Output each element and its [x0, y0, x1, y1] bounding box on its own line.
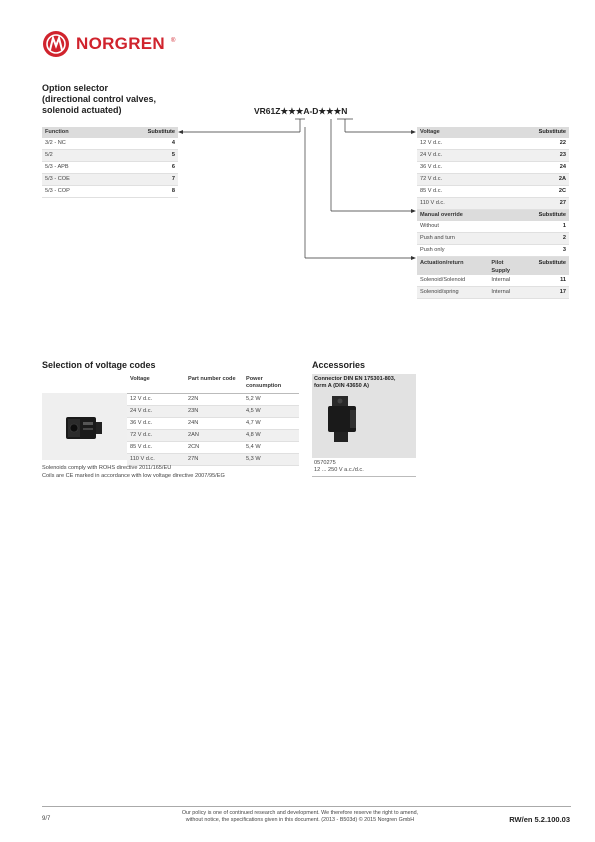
- cell: 2C: [558, 188, 566, 194]
- note-line: Solenoids comply with ROHS directive 2011/165/EU: [42, 465, 172, 471]
- cell: 5,2 W: [246, 396, 261, 402]
- cell: 11: [560, 277, 566, 283]
- table-row: [417, 245, 569, 257]
- part-number: 0570275: [314, 460, 336, 466]
- cell: 3/2 - NC: [45, 140, 66, 146]
- table-row: [127, 394, 299, 406]
- connector-accessory: [312, 374, 416, 477]
- voltage-codes-header-row: [127, 375, 299, 394]
- cell: 5,4 W: [246, 444, 261, 450]
- cell: 36 V d.c.: [420, 164, 443, 170]
- cell: 4,5 W: [246, 408, 261, 414]
- voltage-header: Voltage: [130, 376, 150, 382]
- document-reference: RW/en 5.2.100.03: [509, 815, 570, 824]
- table-row: [417, 150, 569, 162]
- footer-divider: [42, 806, 571, 807]
- cell: 72 V d.c.: [420, 176, 443, 182]
- cell: Solenoid/Solenoid: [420, 277, 466, 283]
- table-row: [42, 162, 178, 174]
- cell: 23N: [188, 408, 199, 414]
- options-table: [417, 127, 569, 299]
- cell: 23: [559, 152, 566, 158]
- cell: 2A: [558, 176, 566, 182]
- cell: 24 V d.c.: [420, 152, 443, 158]
- cell: 12 V d.c.: [130, 396, 153, 402]
- pilot-supply-header: Pilot Supply: [491, 260, 511, 274]
- cell: Push and turn: [420, 235, 455, 241]
- cell: Push only: [420, 247, 445, 253]
- voltage-header-row: [417, 127, 569, 138]
- connector-title: [312, 374, 416, 390]
- cell: 24 V d.c.: [130, 408, 153, 414]
- cell: 27N: [188, 456, 199, 462]
- title-line: solenoid actuated): [42, 105, 122, 115]
- cell: 2CN: [188, 444, 200, 450]
- actuation-header: Actuation/return: [420, 260, 464, 266]
- table-row: [417, 221, 569, 233]
- voltage-codes-table: [127, 375, 299, 466]
- table-row: [127, 418, 299, 430]
- title-line: Option selector: [42, 83, 109, 93]
- override-header-row: [417, 210, 569, 222]
- table-row: [42, 138, 178, 150]
- cell: Without: [420, 223, 439, 229]
- voltage-notes: [42, 464, 225, 480]
- registered-mark: ®: [171, 38, 176, 44]
- voltage-codes-title: Selection of voltage codes: [42, 360, 156, 370]
- substitute-header: Substitute: [538, 260, 566, 266]
- function-table: [42, 127, 178, 198]
- table-row: [127, 406, 299, 418]
- substitute-header: Substitute: [538, 129, 566, 135]
- cell: 27: [559, 200, 566, 206]
- function-header: Function: [45, 129, 69, 135]
- cell: 1: [562, 223, 566, 229]
- disclaimer-line: Our policy is one of continued research and development. We therefore reserve the right to amend,: [181, 810, 419, 816]
- table-row: [42, 186, 178, 198]
- disclaimer-line: without notice, the specifications given in this document. (2013 - B503d) © 2015 Norgren GmbH: [185, 817, 415, 823]
- table-row: [417, 186, 569, 198]
- table-row: [417, 233, 569, 245]
- part-number-code-header: Part number code: [188, 376, 236, 382]
- solenoid-coil-image: [42, 393, 127, 460]
- cell: 4: [171, 140, 175, 146]
- table-row: [127, 442, 299, 454]
- cell: 2: [562, 235, 566, 241]
- cell: 110 V d.c.: [420, 200, 445, 206]
- table-row: [42, 150, 178, 162]
- cell: 24N: [188, 420, 199, 426]
- disclaimer: [150, 810, 450, 824]
- actuation-header-row: [417, 257, 569, 276]
- power-consumption-header: Power consumption: [246, 376, 282, 389]
- cell: 6: [171, 164, 175, 170]
- cell: Internal: [491, 289, 511, 295]
- table-row: [417, 287, 569, 299]
- note-line: Coils are CE marked in accordance with low voltage directive 2007/95/EG: [42, 473, 225, 479]
- cell: 2AN: [188, 432, 199, 438]
- brand-name: NORGREN: [76, 34, 165, 53]
- product-code: VR61Z★★★A-D★★★N: [254, 106, 348, 116]
- cell: 4,7 W: [246, 420, 261, 426]
- cell: 7: [171, 176, 175, 182]
- cell: 22N: [188, 396, 199, 402]
- cell: 36 V d.c.: [130, 420, 153, 426]
- cell: Internal: [491, 277, 511, 283]
- cell: 8: [171, 188, 175, 194]
- cell: 5,3 W: [246, 456, 261, 462]
- cell: 5: [171, 152, 175, 158]
- cell: Solenoid/spring: [420, 289, 459, 295]
- table-row: [417, 198, 569, 210]
- cell: 110 V d.c.: [130, 456, 155, 462]
- cell: 85 V d.c.: [420, 188, 443, 194]
- cell: 17: [559, 289, 566, 295]
- table-row: [417, 162, 569, 174]
- accessories-title: Accessories: [312, 360, 366, 370]
- table-row: [417, 174, 569, 186]
- connector-icon: [326, 394, 362, 446]
- substitute-header: Substitute: [538, 212, 566, 218]
- cell: 4,8 W: [246, 432, 261, 438]
- cell: 85 V d.c.: [130, 444, 153, 450]
- title-line: (directional control valves,: [42, 94, 157, 104]
- voltage-header: Voltage: [420, 129, 440, 135]
- cell: 22: [559, 140, 566, 146]
- manual-override-header: Manual override: [420, 212, 463, 218]
- title-line: Connector DIN EN 175301-803,: [314, 376, 396, 382]
- cell: 5/3 - COE: [45, 176, 70, 182]
- table-row: [417, 138, 569, 150]
- cell: 5/3 - COP: [45, 188, 70, 194]
- title-line: form A (DIN 43650 A): [314, 383, 370, 389]
- page-number: 9/7: [42, 816, 51, 822]
- substitute-header: Substitute: [147, 129, 175, 135]
- voltage-range: 12 ... 250 V a.c./d.c.: [314, 467, 364, 473]
- table-row: [42, 174, 178, 186]
- cell: 72 V d.c.: [130, 432, 153, 438]
- solenoid-coil-icon: [64, 413, 106, 443]
- cell: 3: [562, 247, 566, 253]
- cell: 5/3 - APB: [45, 164, 69, 170]
- cell: 24: [559, 164, 566, 170]
- cell: 5/2: [45, 152, 53, 158]
- table-row: [417, 275, 569, 287]
- cell: 12 V d.c.: [420, 140, 443, 146]
- table-row: [127, 430, 299, 442]
